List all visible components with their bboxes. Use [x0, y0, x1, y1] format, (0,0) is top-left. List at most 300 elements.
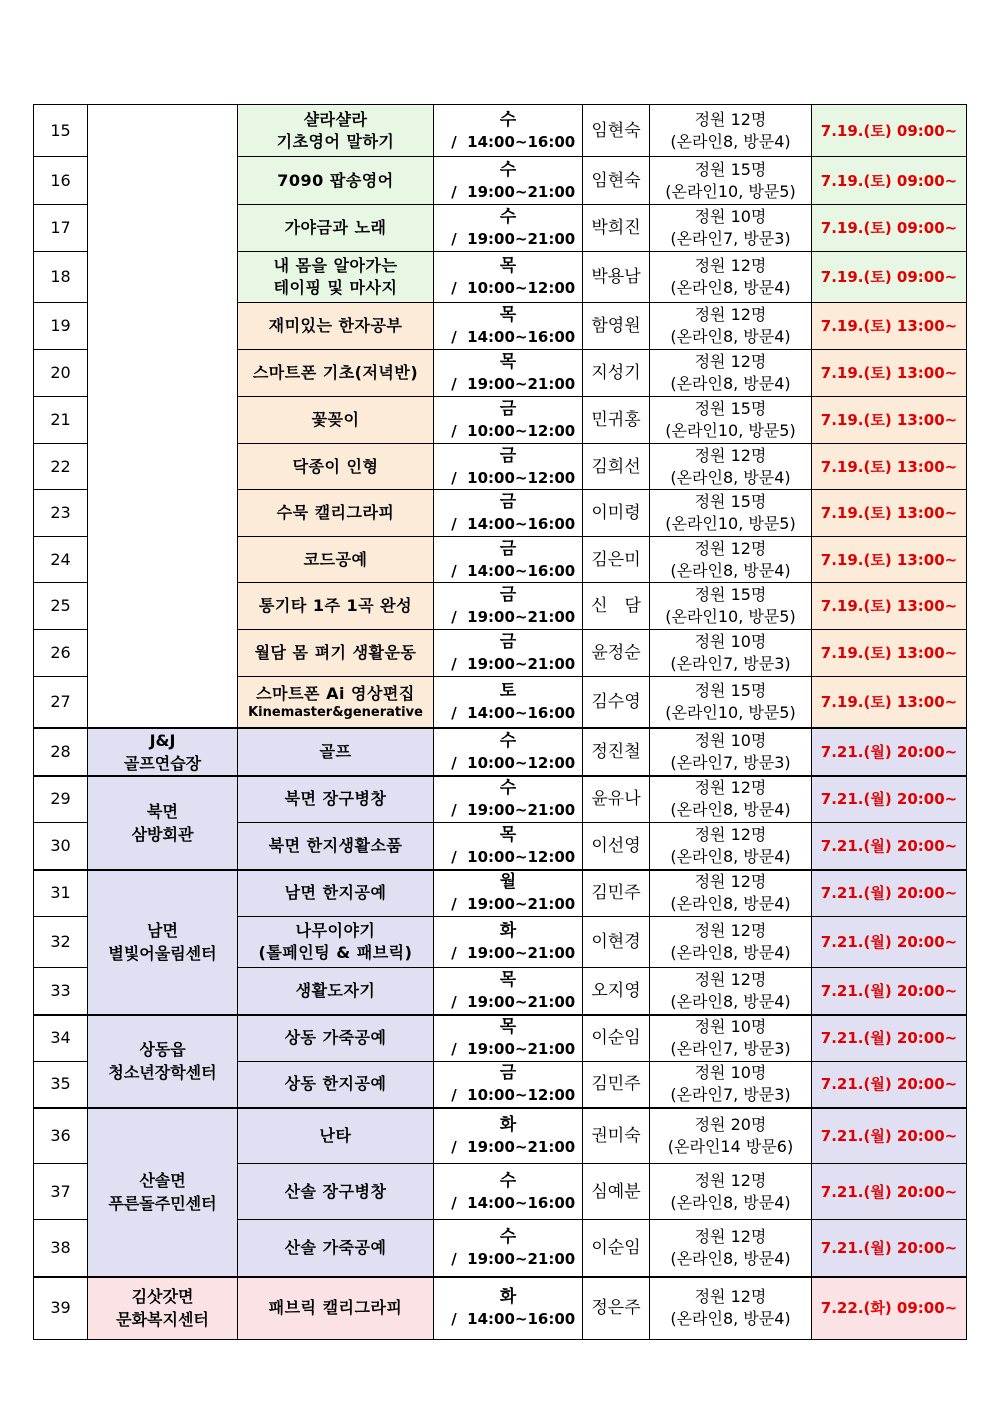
row-number: 27: [34, 677, 88, 728]
row-number: 39: [34, 1277, 88, 1340]
capacity-breakdown: (온라인7, 방문3): [670, 654, 791, 673]
capacity: [650, 350, 812, 397]
capacity: [650, 1220, 812, 1277]
capacity-total: 정원 10명: [694, 1017, 767, 1037]
program-title: 산솔 장구병창: [284, 1181, 387, 1201]
instructor-name: 임현숙: [583, 157, 650, 205]
program-name: [238, 105, 434, 157]
capacity: [650, 252, 812, 303]
time-separator: /: [440, 703, 468, 722]
weekday: 월: [499, 872, 517, 893]
time-range: 14:00~16:00: [467, 328, 576, 346]
program-title: 코드공예: [303, 549, 368, 569]
row-number: 38: [34, 1220, 88, 1277]
capacity-breakdown: (온라인7, 방문3): [670, 752, 791, 772]
capacity-breakdown: (온라인10, 방문5): [665, 702, 796, 722]
capacity-total: 정원 12명: [694, 1226, 767, 1246]
capacity-breakdown: (온라인8, 방문4): [670, 991, 791, 1011]
row-number: 26: [34, 630, 88, 677]
capacity-breakdown: (온라인10, 방문5): [665, 607, 796, 626]
instructor-name: 김희선: [583, 444, 650, 490]
program-name: [238, 303, 434, 350]
time-separator: /: [440, 468, 468, 487]
weekday: 화: [499, 1114, 517, 1135]
capacity: [650, 157, 812, 205]
time-range: 19:00~21:00: [467, 182, 576, 201]
time-separator: /: [440, 992, 468, 1011]
time-separator: /: [440, 801, 468, 820]
instructor-name: 이선영: [583, 823, 650, 870]
registration-open-time: 7.21.(월) 20:00~: [812, 968, 967, 1015]
capacity-breakdown: (온라인8, 방문4): [670, 894, 791, 914]
registration-open-time: 7.21.(월) 20:00~: [812, 917, 967, 968]
program-name: [238, 397, 434, 444]
registration-open-time: 7.19.(토) 09:00~: [812, 157, 967, 205]
program-name: [238, 968, 434, 1015]
time-separator: /: [440, 1137, 468, 1156]
registration-open-time: 7.19.(토) 13:00~: [812, 537, 967, 583]
time-separator: /: [440, 944, 468, 962]
schedule-time: [434, 870, 583, 917]
weekday: 목: [499, 1017, 517, 1038]
venue-cell-sansol: 산솔면 푸른돌주민센터: [88, 1108, 238, 1277]
instructor-name: 심예분: [583, 1164, 650, 1220]
program-name: [238, 917, 434, 968]
registration-open-time: 7.21.(월) 20:00~: [812, 776, 967, 823]
capacity-total: 정원 12명: [694, 1287, 767, 1307]
schedule-time: [434, 1015, 583, 1062]
capacity-total: 정원 12명: [694, 778, 767, 798]
capacity-breakdown: (온라인8, 방문4): [670, 278, 791, 297]
table-row: [34, 1108, 967, 1164]
weekday: 금: [499, 585, 517, 605]
capacity-total: 정원 12명: [694, 305, 767, 324]
venue-cell-nammyeon: 남면 별빛어울림센터: [88, 870, 238, 1015]
capacity: [650, 1277, 812, 1340]
venue-cell-gimsatgat: 김삿갓면 문화복지센터: [88, 1277, 238, 1340]
capacity: [650, 205, 812, 252]
row-number: 34: [34, 1015, 88, 1062]
venue-cell-blank: [88, 105, 238, 728]
row-number: 17: [34, 205, 88, 252]
instructor-name: 오지영: [583, 968, 650, 1015]
instructor-name: 김민주: [583, 870, 650, 917]
registration-open-time: 7.19.(토) 13:00~: [812, 630, 967, 677]
row-number: 37: [34, 1164, 88, 1220]
program-name: [238, 728, 434, 776]
time-separator: /: [440, 895, 468, 914]
registration-open-time: 7.19.(토) 13:00~: [812, 397, 967, 444]
schedule-time: [434, 157, 583, 205]
capacity: [650, 968, 812, 1015]
time-separator: /: [440, 375, 468, 393]
capacity-breakdown: (온라인8, 방문4): [670, 467, 791, 487]
row-number: 29: [34, 776, 88, 823]
weekday: 금: [499, 538, 517, 559]
time-range: 19:00~21:00: [467, 992, 576, 1011]
capacity-total: 정원 10명: [694, 632, 767, 651]
time-range: 14:00~16:00: [467, 515, 576, 533]
table-row: [34, 776, 967, 823]
weekday: 목: [499, 824, 517, 845]
capacity-breakdown: (온라인8, 방문4): [670, 374, 791, 393]
schedule-time: [434, 1164, 583, 1220]
capacity-total: 정원 12명: [694, 1170, 767, 1190]
time-range: 14:00~16:00: [467, 561, 576, 580]
program-name: [238, 583, 434, 630]
schedule-time: [434, 490, 583, 537]
schedule-time: [434, 583, 583, 630]
schedule-time: [434, 776, 583, 823]
capacity: [650, 630, 812, 677]
weekday: 수: [499, 1170, 517, 1191]
capacity-total: 정원 15명: [694, 680, 767, 700]
capacity-total: 정원 15명: [694, 399, 767, 418]
instructor-name: 윤정순: [583, 630, 650, 677]
capacity-breakdown: (온라인7, 방문3): [670, 229, 791, 248]
row-number: 35: [34, 1062, 88, 1108]
program-title: 북면 장구병창: [284, 789, 387, 809]
program-title: 북면 한지생활소품: [268, 835, 403, 855]
schedule-time: [434, 917, 583, 968]
time-separator: /: [440, 182, 468, 201]
capacity: [650, 1108, 812, 1164]
row-number: 18: [34, 252, 88, 303]
program-name: [238, 537, 434, 583]
program-title: 재미있는 한자공부: [268, 316, 403, 335]
time-separator: /: [440, 1086, 468, 1105]
time-range: 19:00~21:00: [467, 1249, 576, 1268]
program-title: 생활도자기: [295, 980, 376, 1000]
weekday: 목: [499, 969, 517, 990]
registration-open-time: 7.21.(월) 20:00~: [812, 1062, 967, 1108]
capacity-breakdown: (온라인8, 방문4): [670, 1248, 791, 1268]
capacity-breakdown: (온라인8, 방문4): [670, 131, 791, 151]
weekday: 토: [499, 680, 517, 701]
capacity-total: 정원 10명: [694, 207, 767, 226]
program-title: 패브릭 캘리그라피: [268, 1298, 403, 1318]
row-number: 19: [34, 303, 88, 350]
capacity-total: 정원 12명: [694, 872, 767, 892]
time-separator: /: [440, 1193, 468, 1212]
capacity-breakdown: (온라인14 방문6): [667, 1136, 794, 1156]
schedule-time: [434, 1108, 583, 1164]
instructor-name: 권미숙: [583, 1108, 650, 1164]
capacity-breakdown: (온라인7, 방문3): [670, 1085, 791, 1105]
registration-open-time: 7.19.(토) 09:00~: [812, 252, 967, 303]
time-separator: /: [440, 847, 468, 866]
time-separator: /: [440, 753, 468, 772]
weekday: 수: [499, 1226, 517, 1247]
row-number: 16: [34, 157, 88, 205]
capacity: [650, 1015, 812, 1062]
capacity: [650, 444, 812, 490]
table-row: [34, 105, 967, 157]
instructor-name: 이순임: [583, 1220, 650, 1277]
time-separator: /: [440, 279, 468, 297]
instructor-name: 함영원: [583, 303, 650, 350]
capacity-total: 정원 12명: [694, 256, 767, 275]
schedule-time: [434, 1220, 583, 1277]
instructor-name: 신 담: [583, 583, 650, 630]
time-range: 19:00~21:00: [467, 608, 576, 626]
row-number: 32: [34, 917, 88, 968]
weekday: 화: [499, 921, 517, 941]
capacity: [650, 823, 812, 870]
program-title: 꽃꽂이: [311, 410, 360, 429]
venue-cell-jj: J&J 골프연습장: [88, 728, 238, 776]
time-separator: /: [440, 328, 468, 346]
program-name: [238, 677, 434, 728]
schedule-time: [434, 205, 583, 252]
schedule-time: [434, 105, 583, 157]
instructor-name: 이미령: [583, 490, 650, 537]
schedule-time: [434, 677, 583, 728]
capacity: [650, 397, 812, 444]
registration-open-time: 7.19.(토) 13:00~: [812, 350, 967, 397]
row-number: 23: [34, 490, 88, 537]
registration-open-time: 7.19.(토) 13:00~: [812, 303, 967, 350]
program-name: [238, 870, 434, 917]
table-row: [34, 1277, 967, 1340]
registration-open-time: 7.19.(토) 13:00~: [812, 677, 967, 728]
registration-open-time: 7.21.(월) 20:00~: [812, 1108, 967, 1164]
time-range: 14:00~16:00: [467, 132, 576, 151]
program-title: 가야금과 노래: [284, 218, 387, 237]
capacity-breakdown: (온라인10, 방문5): [665, 181, 796, 201]
program-title: 스마트폰 Ai 영상편집: [256, 683, 415, 703]
time-separator: /: [440, 1249, 468, 1268]
capacity-total: 정원 10명: [694, 1063, 767, 1083]
capacity-total: 정원 15명: [694, 585, 767, 604]
program-title: 상동 가죽공예: [284, 1028, 387, 1048]
row-number: 24: [34, 537, 88, 583]
time-separator: /: [440, 655, 468, 673]
schedule-time: [434, 252, 583, 303]
schedule-time: [434, 968, 583, 1015]
time-range: 14:00~16:00: [467, 1310, 576, 1329]
schedule-time: [434, 537, 583, 583]
row-number: 21: [34, 397, 88, 444]
capacity: [650, 776, 812, 823]
time-separator: /: [440, 132, 468, 151]
capacity-total: 정원 12명: [694, 352, 767, 371]
weekday: 화: [499, 1287, 517, 1308]
capacity: [650, 537, 812, 583]
venue-cell-sangdong: 상동읍 청소년장학센터: [88, 1015, 238, 1108]
capacity: [650, 303, 812, 350]
program-name: [238, 776, 434, 823]
instructor-name: 김은미: [583, 537, 650, 583]
weekday: 금: [499, 399, 517, 419]
capacity: [650, 105, 812, 157]
program-title: 샬라샬라 기초영어 말하기: [276, 109, 395, 151]
capacity: [650, 490, 812, 537]
instructor-name: 정진철: [583, 728, 650, 776]
program-title: 통기타 1주 1곡 완성: [258, 596, 413, 615]
schedule-time: [434, 1062, 583, 1108]
weekday: 금: [499, 1063, 517, 1084]
capacity-breakdown: (온라인7, 방문3): [670, 1039, 791, 1059]
instructor-name: 박희진: [583, 205, 650, 252]
time-range: 10:00~12:00: [467, 279, 576, 297]
program-name: [238, 205, 434, 252]
instructor-name: 이순임: [583, 1015, 650, 1062]
capacity-breakdown: (온라인8, 방문4): [670, 846, 791, 866]
registration-open-time: 7.21.(월) 20:00~: [812, 1164, 967, 1220]
weekday: 금: [499, 632, 517, 652]
time-separator: /: [440, 1040, 468, 1059]
time-range: 10:00~12:00: [467, 753, 576, 772]
program-name: [238, 823, 434, 870]
program-title: 난타: [319, 1125, 352, 1145]
time-range: 19:00~21:00: [467, 895, 576, 914]
table-row: [34, 728, 967, 776]
program-title: 산솔 가죽공예: [284, 1237, 387, 1257]
program-title: 골프: [319, 741, 352, 761]
capacity-total: 정원 12명: [694, 921, 767, 940]
registration-open-time: 7.21.(월) 20:00~: [812, 1015, 967, 1062]
program-name: [238, 252, 434, 303]
program-title: 남면 한지공예: [284, 883, 387, 903]
capacity: [650, 677, 812, 728]
program-name: [238, 157, 434, 205]
time-range: 10:00~12:00: [467, 847, 576, 866]
program-title: 월담 몸 펴기 생활운동: [254, 643, 417, 662]
registration-open-time: 7.19.(토) 13:00~: [812, 583, 967, 630]
capacity: [650, 870, 812, 917]
row-number: 20: [34, 350, 88, 397]
weekday: 수: [499, 730, 517, 751]
capacity-breakdown: (온라인8, 방문4): [670, 560, 791, 580]
capacity: [650, 583, 812, 630]
program-name: [238, 490, 434, 537]
capacity-total: 정원 12명: [694, 824, 767, 844]
time-range: 19:00~21:00: [467, 375, 576, 393]
row-number: 28: [34, 728, 88, 776]
program-title: 상동 한지공예: [284, 1074, 387, 1094]
schedule-time: [434, 444, 583, 490]
program-title: 나무이야기 (톨페인팅 & 패브릭): [258, 921, 413, 962]
program-title: 닥종이 인형: [292, 456, 379, 476]
capacity-breakdown: (온라인8, 방문4): [670, 327, 791, 346]
weekday: 목: [499, 352, 517, 372]
time-range: 14:00~16:00: [467, 703, 576, 722]
registration-open-time: 7.19.(토) 09:00~: [812, 105, 967, 157]
row-number: 22: [34, 444, 88, 490]
time-range: 19:00~21:00: [467, 1137, 576, 1156]
time-range: 10:00~12:00: [467, 422, 576, 440]
weekday: 목: [499, 256, 517, 276]
schedule-time: [434, 1277, 583, 1340]
schedule-time: [434, 350, 583, 397]
capacity: [650, 1164, 812, 1220]
program-name: [238, 1220, 434, 1277]
weekday: 목: [499, 305, 517, 325]
registration-open-time: 7.19.(토) 13:00~: [812, 490, 967, 537]
time-range: 10:00~12:00: [467, 468, 576, 487]
weekday: 수: [499, 778, 517, 799]
program-name: [238, 444, 434, 490]
time-range: 19:00~21:00: [467, 944, 576, 962]
program-name: [238, 1277, 434, 1340]
capacity-breakdown: (온라인10, 방문5): [665, 421, 796, 440]
time-range: 14:00~16:00: [467, 1193, 576, 1212]
program-name: [238, 630, 434, 677]
instructor-name: 김민주: [583, 1062, 650, 1108]
program-name: [238, 350, 434, 397]
weekday: 금: [499, 445, 517, 466]
schedule-time: [434, 397, 583, 444]
registration-open-time: 7.19.(토) 09:00~: [812, 205, 967, 252]
time-separator: /: [440, 561, 468, 580]
time-separator: /: [440, 230, 468, 248]
venue-cell-bukmyeon: 북면 삼방회관: [88, 776, 238, 870]
capacity-total: 정원 12명: [694, 538, 767, 558]
schedule-time: [434, 728, 583, 776]
row-number: 36: [34, 1108, 88, 1164]
instructor-name: 박용남: [583, 252, 650, 303]
capacity: [650, 917, 812, 968]
instructor-name: 지성기: [583, 350, 650, 397]
weekday: 금: [499, 492, 517, 512]
capacity-breakdown: (온라인8, 방문4): [670, 800, 791, 820]
registration-open-time: 7.21.(월) 20:00~: [812, 870, 967, 917]
instructor-name: 임현숙: [583, 105, 650, 157]
time-separator: /: [440, 1310, 468, 1329]
capacity: [650, 728, 812, 776]
program-name: [238, 1108, 434, 1164]
time-range: 19:00~21:00: [467, 230, 576, 248]
registration-open-time: 7.21.(월) 20:00~: [812, 823, 967, 870]
time-range: 19:00~21:00: [467, 655, 576, 673]
capacity-total: 정원 10명: [694, 730, 767, 750]
capacity-total: 정원 12명: [694, 969, 767, 989]
schedule-time: [434, 630, 583, 677]
time-range: 10:00~12:00: [467, 1086, 576, 1105]
instructor-name: 민귀홍: [583, 397, 650, 444]
capacity-breakdown: (온라인8, 방문4): [670, 1309, 791, 1329]
time-separator: /: [440, 608, 468, 626]
schedule-time: [434, 823, 583, 870]
row-number: 15: [34, 105, 88, 157]
instructor-name: 윤유나: [583, 776, 650, 823]
weekday: 수: [499, 159, 517, 180]
capacity-breakdown: (온라인8, 방문4): [670, 1192, 791, 1212]
instructor-name: 정은주: [583, 1277, 650, 1340]
capacity: [650, 1062, 812, 1108]
registration-open-time: 7.21.(월) 20:00~: [812, 1220, 967, 1277]
time-range: 19:00~21:00: [467, 801, 576, 820]
instructor-name: 이현경: [583, 917, 650, 968]
capacity-total: 정원 12명: [694, 109, 767, 129]
instructor-name: 김수영: [583, 677, 650, 728]
registration-open-time: 7.21.(월) 20:00~: [812, 728, 967, 776]
registration-open-time: 7.22.(화) 09:00~: [812, 1277, 967, 1340]
program-name: [238, 1015, 434, 1062]
program-title: 스마트폰 기초(저녁반): [252, 363, 419, 382]
row-number: 30: [34, 823, 88, 870]
row-number: 33: [34, 968, 88, 1015]
time-separator: /: [440, 422, 468, 440]
capacity-total: 정원 20명: [694, 1114, 767, 1134]
capacity-total: 정원 12명: [694, 445, 767, 465]
program-schedule-table: [33, 104, 967, 1340]
capacity-breakdown: (온라인10, 방문5): [665, 514, 796, 533]
capacity-total: 정원 15명: [694, 159, 767, 179]
table-row: [34, 1015, 967, 1062]
time-range: 19:00~21:00: [467, 1040, 576, 1059]
